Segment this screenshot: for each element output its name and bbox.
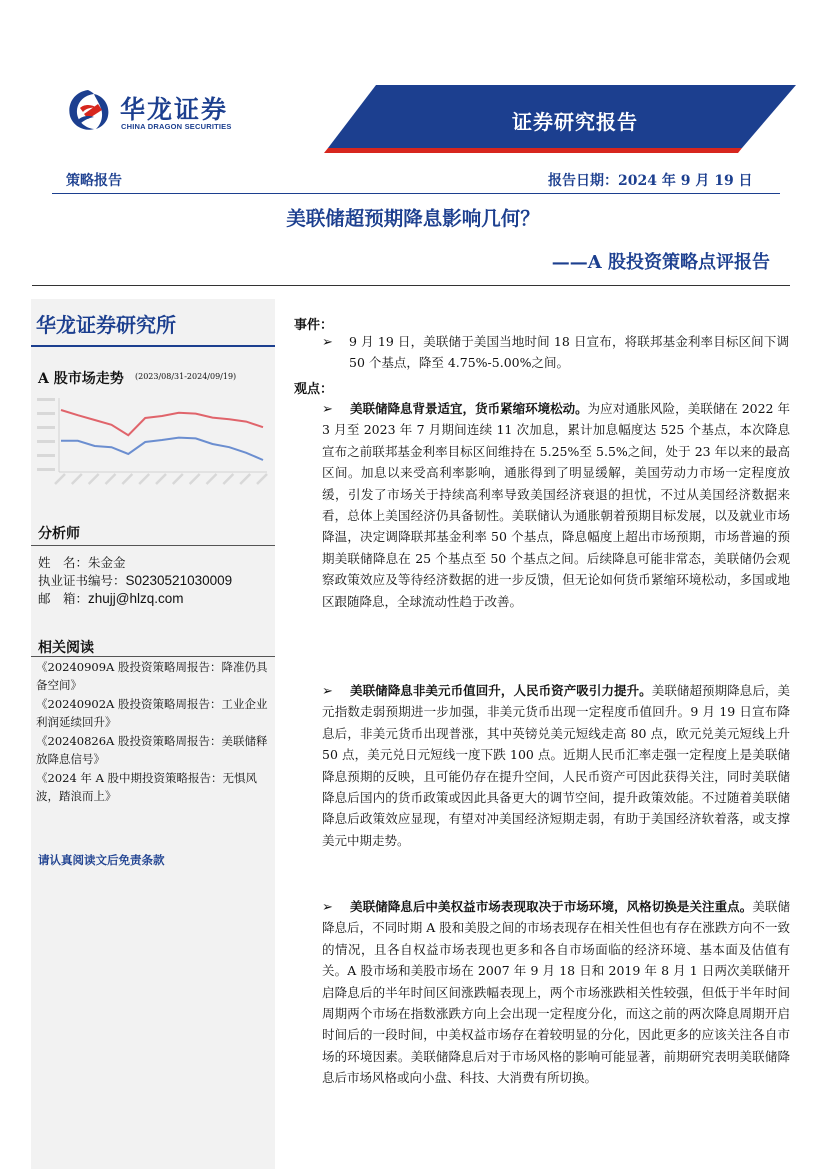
related-item[interactable]: 《20240826A 股投资策略周报告：美联储释放降息信号》 [36, 734, 268, 766]
x-tick-mark [223, 474, 233, 484]
brand-name-en: CHINA DRAGON SECURITIES [121, 122, 232, 131]
view-paragraph [322, 680, 790, 851]
brand-name: 华龙证券 [120, 95, 229, 124]
report-type: 证券研究报告 [512, 110, 638, 134]
arrow-bullet-icon: ➢ [322, 684, 333, 699]
analyst-cert-label: 执业证书编号： [38, 573, 126, 588]
institute-name: 华龙证券研究所 [36, 313, 176, 337]
view-lead: 美联储降息背景适宜，货币紧缩环境松动。 [350, 401, 588, 416]
related-divider [31, 656, 275, 657]
views-label: 观点： [294, 382, 334, 397]
analyst-cert: S0230521030009 [125, 573, 233, 588]
x-tick-mark [207, 474, 217, 484]
view-text: 为应对通胀风险，美联储在 2022 年 3 月至 2023 年 7 月期间连续 11 次加息，累计加息幅度达 525 个基点，本次降息宣布之前联邦基金利率目标区间维持在 5.25%至 5.5%之间，处于 23 年以来的最高区间。加息以来受高利率影响，通胀得到了明显缓解，美国劳动力市场一定程度放缓，引发了市场关于持续高利率导致美国经济衰退的担忧，不过从美国经济数据来看，总体上美国经济仍具备韧性。美联储认为通胀朝着预期目标发展，以及就业市场降温，决定调降联邦基金利率 50 个基点，降息幅度上超出市场预期，市场普遍的预期美联储降息在 25 个基点至 50 个基点之间。后续降息可能非常态，美联储仍会观察政策效应及等待经济数据的进一步反馈，但无论如何货币紧缩环境松动，多国或地区跟随降息，全球流动性趋于改善。 [322, 401, 790, 609]
analyst-email-label: 邮 箱： [38, 591, 89, 606]
analyst-name-row [38, 553, 126, 571]
analyst-divider [31, 545, 275, 546]
x-tick-mark [89, 474, 99, 484]
x-tick-mark [122, 474, 132, 484]
related-heading: 相关阅读 [38, 640, 94, 656]
y-tick-mark [37, 440, 55, 443]
x-tick-mark [139, 474, 149, 484]
x-tick-mark [72, 474, 82, 484]
view-text: 美联储降息后，不同时期 A 股和美股之间的市场表现存在相关性但也有存在涨跌方向不一致的情况，且各自权益市场表现也更多和各自市场面临的经济环境、基本面及估值有关。A 股市场和美股市场在 2007 年 9 月 18 日和 2019 年 8 月 1 日两次美联储开启降息后的半年时间区间涨跌幅表现上，两个市场涨跌相关性较强，但低于半年时间周期两个市场在指数涨跌方向上会出现一定程度分化，而这之前的两次降息周期开启时间后的一段时间，中美权益市场存在着较明显的分化，因此更多的应该关注各自市场的环境因素。美联储降息后对于市场风格的影响可能显著，前期研究表明美联储降息后市场风格或向小盘、科技、大消费有所切换。 [322, 899, 790, 1086]
arrow-bullet-icon: ➢ [322, 402, 333, 417]
y-tick-mark [37, 398, 55, 401]
series-line-2 [61, 438, 263, 460]
y-tick-mark [37, 412, 55, 415]
market-trend-chart [31, 392, 275, 512]
page-title: 美联储超预期降息影响几何？ [286, 207, 540, 230]
analyst-email[interactable]: zhujj@hlzq.com [88, 591, 184, 606]
x-tick-mark [190, 474, 200, 484]
header-divider [52, 193, 780, 194]
view-text: 美联储超预期降息后，美元指数走弱预期进一步加强，非美元货币出现一定程度币值回升。9 月 19 日宣布降息后，非美元货币出现普涨，其中英镑兑美元短线走高 80 点，欧元兑美元短线上升 50 点，美元兑日元短线一度下跌 100 点。近期人民币汇率走强一定程度上是美联储降息预期的反映，且可能仍存在提升空间，人民币资产可因此获得关注，同时美联储降息后国内的货币政策或因此具备更大的调节空间，提升政策效能。不过随着美联储降息后政策效应显现，有望对冲美国经济短期走弱，有助于美国经济软着落，或支撑美元中期走势。 [322, 683, 790, 848]
x-tick-mark [55, 474, 65, 484]
institute-divider [31, 345, 275, 347]
y-tick-mark [37, 426, 55, 429]
view-paragraph [322, 896, 790, 1089]
analyst-name-label: 姓 名： [38, 555, 89, 570]
x-tick-mark [257, 474, 267, 484]
analyst-cert-row [38, 571, 232, 589]
view-paragraph [322, 398, 790, 612]
view-lead: 美联储降息非美元币值回升，人民币资产吸引力提升。 [350, 683, 652, 698]
related-item[interactable]: 《20240909A 股投资策略周报告：降准仍具备空间》 [36, 660, 268, 692]
analyst-email-row [38, 589, 184, 607]
report-date: 报告日期：2024 年 9 月 19 日 [548, 173, 753, 189]
analyst-name: 朱金金 [88, 555, 126, 570]
chart-title: A 股市场走势 [38, 371, 124, 387]
chart-series-group [61, 410, 263, 460]
event-label: 事件： [294, 318, 334, 333]
header-band [0, 0, 826, 160]
y-tick-mark [37, 468, 55, 471]
x-tick-mark [240, 474, 250, 484]
related-item[interactable]: 《20240902A 股投资策略周报告：工业企业利润延续回升》 [36, 697, 268, 729]
logo-icon [64, 86, 112, 134]
series-line-1 [61, 410, 263, 435]
x-tick-mark [173, 474, 183, 484]
arrow-bullet-icon: ➢ [322, 900, 333, 915]
event-text: 9 月 19 日，美联储于美国当地时间 18 日宣布，将联邦基金利率目标区间下调 50 个基点，降至 4.75%-5.00%之间。 [349, 334, 789, 371]
analyst-heading: 分析师 [38, 526, 80, 542]
y-tick-mark [37, 454, 55, 457]
report-category: 策略报告 [66, 173, 122, 189]
chart-date-range: (2023/08/31-2024/09/19) [135, 372, 237, 381]
disclaimer-note: 请认真阅读文后免责条款 [38, 853, 165, 867]
view-lead: 美联储降息后中美权益市场表现取决于市场环境，风格切换是关注重点。 [350, 899, 753, 914]
related-item[interactable]: 《2024 年 A 股中期投资策略报告：无惧风波，踏浪而上》 [36, 771, 258, 803]
arrow-bullet-icon: ➢ [322, 335, 333, 350]
page-subtitle: ——A 股投资策略点评报告 [551, 252, 770, 273]
x-tick-mark [156, 474, 166, 484]
x-tick-mark [106, 474, 116, 484]
title-divider [32, 285, 790, 286]
